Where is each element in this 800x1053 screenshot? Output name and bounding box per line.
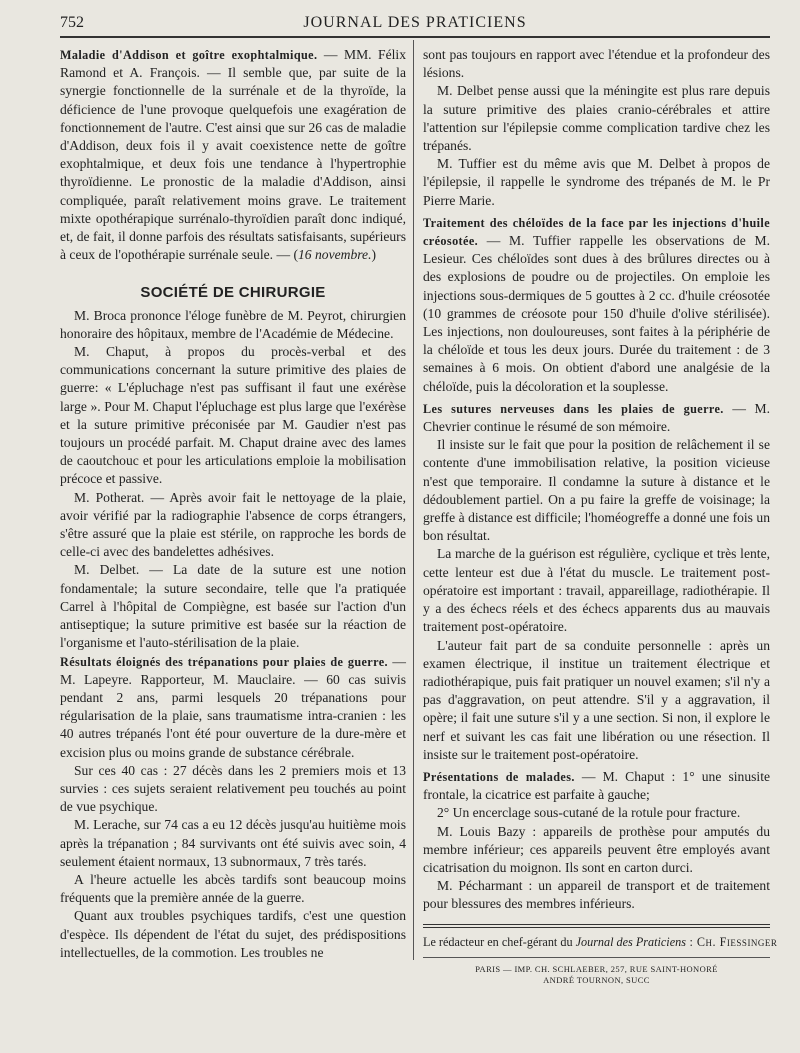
article-heading: Résultats éloignés des trépanations pour plaies de guerre. (60, 654, 388, 669)
article-text: — M. Chaput : 1° une sinusite frontale, la cicatrice est parfaite à gauche; (423, 768, 771, 803)
article-presentations (423, 768, 770, 804)
article-trepanes (60, 653, 406, 762)
article-close: ) (371, 247, 376, 263)
article-text: — M. Lapeyre. Rapporteur, M. Mauclaire. — 60 cas suivis pendant 2 ans, parmi lesquels 20 trépanations pour régularisation de la plaie, sans traumatisme intra-cranien : les 40 autres trépanés l'ont été pour ouverture de la dure-mère et excision plus ou moins grande de substance cérébrale. (60, 653, 407, 760)
paragraph: M. Louis Bazy : appareils de prothèse pour amputés du membre inférieur; ces appareils peuvent être employés avant cicatrisation du moignon. Ils sont en carton durci. (423, 823, 770, 875)
article-heading: Les sutures nerveuses dans les plaies de guerre. (423, 401, 724, 416)
paragraph: M. Lerache, sur 74 cas a eu 12 décès jusqu'au huitième mois après la trépanation ; 84 survivants ont été suivis avec soin, 4 seulement étaient normaux, 13 subnormaux, 7 très tarés. (60, 817, 406, 869)
article-text: — M. Chevrier continue le résumé de son mémoire. (423, 400, 770, 435)
end-rule (423, 924, 770, 925)
paragraph: M. Broca prononce l'éloge funèbre de M. Peyrot, chirurgien honoraire des hôpitaux, membre de l'Académie de Médecine. (60, 307, 406, 341)
page-header (60, 8, 770, 38)
article-cheloides (423, 214, 770, 396)
paragraph: M. Potherat. — Après avoir fait le nettoyage de la plaie, avoir vérifié par la radiographie l'absence de corps étrangers, s'être assuré que la plaie est stérile, on rapproche les bords de celle-ci avec des bandelettes adhésives. (60, 489, 406, 560)
article-text: — M. Tuffier rappelle les observations de M. Lesieur. Ces chéloïdes sont dues à des brûlures directes ou à des explosions de poudre ou de projectiles. On emploie les injections sous-dermiques de 5 gouttes à 2 cc. d'huile créosotée (10 grammes de créosote pour 150 d'huile d'olive stérilisée). Les injections, non douloureuses, sont faites à la périphérie de la chéloïde et tous les deux jours. Durée du traitement : de 3 semaines à 6 mois. On obtient d'abord une analgésie de la chéloïde, puis la décoloration et la souplesse. (423, 233, 770, 394)
end-rule (423, 927, 770, 928)
credit-journal: Journal des Praticiens (575, 934, 686, 949)
paragraph: L'auteur fait part de sa conduite personnelle : après un examen électrique, il institue un traitement électrique et radiothérapique, puis fait pratiquer un nouvel examen; s'il n'y a pas d'aggravation, on peut attendre. S'il y a aggravation, il opère; il fait une suture s'il y a une section. Si non, il explore le nerf et suivant les cas fait une libération ou une résection. Il insiste sur le traitement post-opératoire. (423, 637, 770, 762)
journal-title: JOURNAL DES PRATICIENS (303, 14, 527, 31)
paragraph: M. Delbet. — La date de la suture est une notion fondamentale; la suture secondaire, telle que l'a pratiquée Carrel à l'hôpital de Compiègne, est basée sur l'action d'un antiseptique; la suture primitive est basée sur la réaction de l'organisme et l'auto-stérilisation de la plaie. (60, 562, 406, 651)
article-heading: Présentations de malades. (423, 769, 575, 784)
paragraph: Sur ces 40 cas : 27 décès dans les 2 premiers mois et 13 survies : ces sujets seraient relativement peu touchés au point de vue psychique. (60, 762, 406, 815)
printer-imprint (423, 957, 770, 986)
paragraph: La marche de la guérison est régulière, cyclique et très lente, cette lenteur est due à l'état du muscle. Le traitement post-opératoire est important : travail, appareillage, radiothérapie. Il y a des échecs réels et des échecs apparents dus au mauvais traitement post-opératoire. (423, 546, 770, 635)
article-addison (60, 46, 406, 264)
paragraph: A l'heure actuelle les abcès tardifs sont beaucoup moins fréquents que la première année de la guerre. (60, 871, 406, 906)
paragraph: 2° Un encerclage sous-cutané de la rotule pour fracture. (437, 805, 741, 821)
article-heading: Traitement des chéloïdes de la face par les injections d'huile créosotée. (423, 215, 770, 249)
editor-credit (423, 933, 778, 951)
credit-name: : Ch. Fiessinger (685, 934, 778, 949)
credit-prefix: Le rédacteur en chef-gérant du (423, 934, 576, 949)
article-text: — MM. Félix Ramond et A. François. — Il semble que, par suite de la synergie fonctionnelle de la surrénale et de la thyroïde, la déficience de l'une provoque quelquefois une exagération de fonctionnement de l'autre. C'est ainsi que sur 26 cas de maladie d'Addison, deux fois il y avait coexistence nette de goître exophtalmique, et deux fois une tendance à l'hypertrophie thyroïdienne. Le pronostic de la maladie d'Addison, ainsi compliquée, paraît relativement moins grave. Le traitement mixte opothérapique surrénalo-thyroïdien paraît donc indiqué, et, de fait, il donne parfois des résultats satisfaisants, supérieurs à ceux de l'opothérapie surrénale seule. — ( (60, 47, 406, 263)
section-title: SOCIÉTÉ DE CHIRURGIE (140, 284, 326, 302)
paragraph: M. Delbet pense aussi que la méningite est plus rare depuis la suture primitive des plaies cranio-cérébrales et attire l'attention sur l'épilepsie comme complication tardive chez les trépanés. (423, 83, 770, 154)
paragraph: M. Tuffier est du même avis que M. Delbet à propos de l'épilepsie, il rappelle le syndrome des trépanés de M. le Pr Pierre Marie. (423, 156, 770, 208)
right-column (423, 46, 778, 986)
paragraph: Il insiste sur le fait que pour la position de relâchement il se contente d'une immobilisation relative, la position vicieuse n'est que temporaire. Il condamne la suture à distance et le dédoublement partiel. On a pu faire la greffe de voisinage; la greffe à distance est difficile; l'homéogreffe a donné une fois un bon résultat. (423, 437, 770, 544)
imprint-line: PARIS — IMP. CH. SCHLAEBER, 257, RUE SAINT-HONORÉ (475, 963, 718, 974)
paragraph: M. Chaput, à propos du procès-verbal et des communications concernant la suture primitive des plaies de guerre: « L'épluchage n'est pas suffisant il faut une exérèse large ». Pour M. Chaput l'épluchage est plus large que l'exérèse et la suture primitive préconisée par M. Gaudier n'est pas toujours un procédé parfait. M. Chaput draine avec des lames de caoutchouc et pour les articulations emploie la mobilisation précoce et passive. (60, 344, 406, 487)
imprint-line: ANDRÉ TOURNON, SUCC (543, 974, 650, 985)
article-sutures (423, 400, 770, 436)
article-heading: Maladie d'Addison et goître exophtalmique. (60, 48, 318, 62)
paragraph: M. Pécharmant : un appareil de transport et de traitement pour blessures des membres inférieurs. (423, 878, 770, 912)
paragraph: sont pas toujours en rapport avec l'étendue et la profondeur des lésions. (423, 47, 770, 81)
left-column (60, 46, 406, 962)
paragraph: Quant aux troubles psychiques tardifs, c'est une question d'espèce. Ils dépendent de l'état du sujet, des prédispositions intellectuelles, de la commotion. Les troubles ne (60, 908, 406, 960)
article-date: 16 novembre. (297, 247, 372, 263)
page-number: 752 (60, 14, 84, 31)
column-divider (413, 40, 414, 960)
